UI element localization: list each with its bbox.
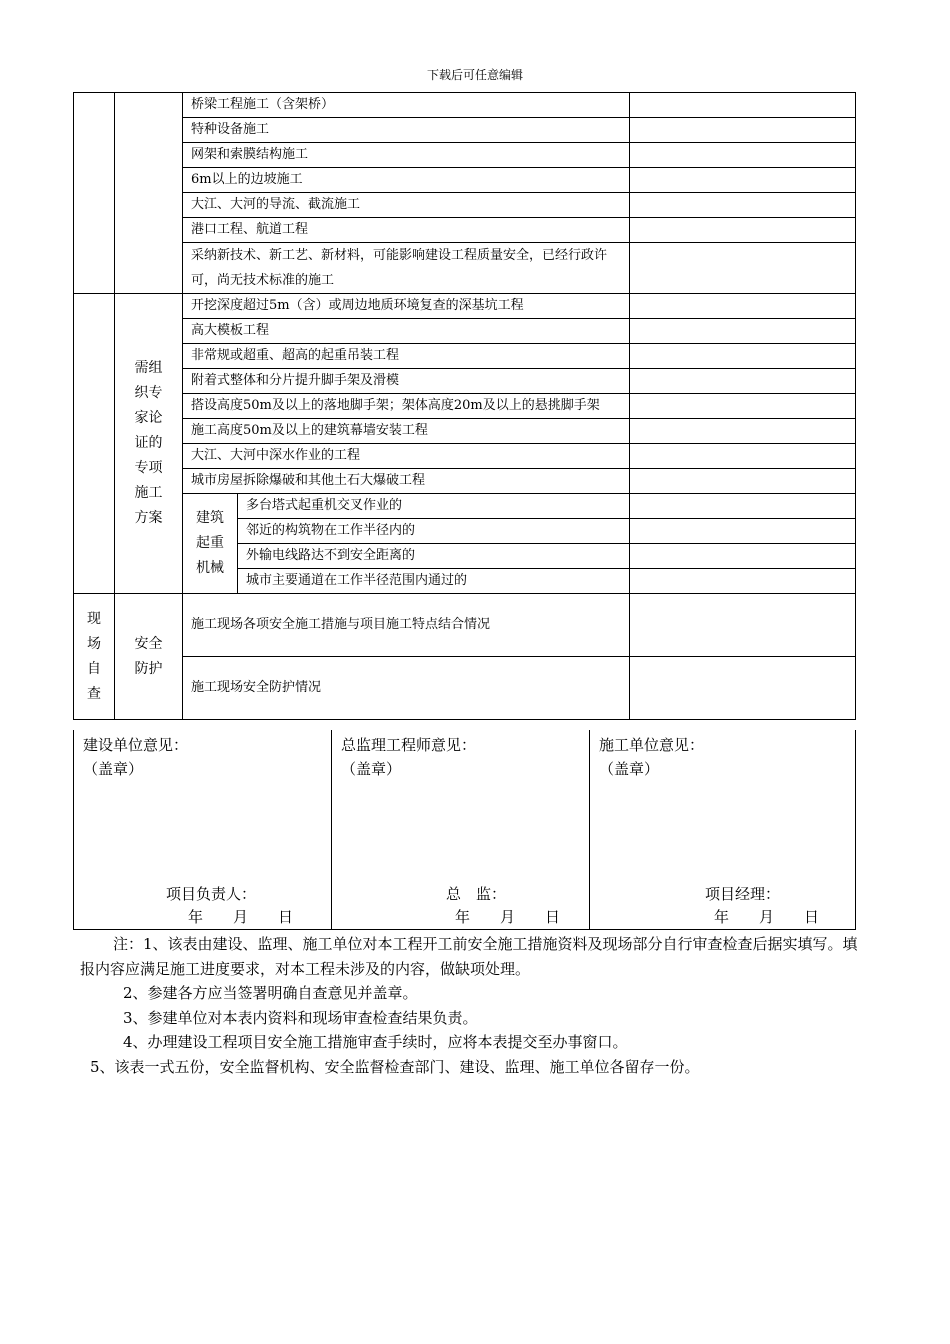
result-cell[interactable] bbox=[630, 369, 856, 394]
table-row bbox=[74, 143, 856, 168]
signer-label: 项目经理： bbox=[705, 885, 781, 903]
table-row bbox=[74, 494, 856, 519]
date-label: 年 月 日 bbox=[188, 908, 294, 926]
table-row bbox=[74, 444, 856, 469]
item-label: 采纳新技术、新工艺、新材料，可能影响建设工程质量安全，已经行政许可，尚无技术标准的施工 bbox=[183, 243, 630, 294]
item-label: 施工现场各项安全施工措施与项目施工特点结合情况 bbox=[183, 594, 630, 657]
result-cell[interactable] bbox=[630, 319, 856, 344]
date-label: 年 月 日 bbox=[714, 908, 820, 926]
note-5: 5、该表一式五份，安全监督机构、安全监督检查部门、建设、监理、施工单位各留存一份。 bbox=[90, 1057, 700, 1076]
seal-label: （盖章） bbox=[341, 760, 402, 778]
table-row bbox=[74, 657, 856, 720]
note-4: 4、办理建设工程项目安全施工措施审查手续时，应将本表提交至办事窗口。 bbox=[123, 1033, 628, 1051]
result-cell[interactable] bbox=[630, 143, 856, 168]
category-cell-empty bbox=[74, 93, 115, 294]
item-label: 大江、大河中深水作业的工程 bbox=[183, 444, 630, 469]
inspection-table bbox=[73, 92, 856, 720]
result-cell[interactable] bbox=[630, 394, 856, 419]
result-cell[interactable] bbox=[630, 294, 856, 319]
note-3: 3、参建单位对本表内资料和现场审查检查结果负责。 bbox=[123, 1008, 478, 1027]
table-row bbox=[74, 118, 856, 143]
signer-label: 项目负责人： bbox=[166, 885, 257, 903]
item-label: 非常规或超重、超高的起重吊装工程 bbox=[183, 344, 630, 369]
item-label: 城市主要通道在工作半径范围内通过的 bbox=[238, 569, 630, 594]
result-cell[interactable] bbox=[630, 344, 856, 369]
table-row bbox=[74, 594, 856, 657]
item-label: 网架和索膜结构施工 bbox=[183, 143, 630, 168]
item-label: 港口工程、航道工程 bbox=[183, 218, 630, 243]
result-cell[interactable] bbox=[630, 657, 856, 720]
note-1: 注：1、该表由建设、监理、施工单位对本工程开工前安全施工措施资料及现场部分自行审查检查后据实填写。填报内容应满足施工进度要求，对本工程未涉及的内容，做缺项处理。 bbox=[80, 935, 858, 978]
signer-label: 总 监： bbox=[446, 885, 507, 903]
table-row bbox=[74, 394, 856, 419]
page-header: 下载后可任意编辑 bbox=[426, 68, 523, 82]
table-row bbox=[74, 294, 856, 319]
item-label: 施工现场安全防护情况 bbox=[183, 657, 630, 720]
table-row bbox=[74, 344, 856, 369]
result-cell[interactable] bbox=[630, 419, 856, 444]
result-cell[interactable] bbox=[630, 444, 856, 469]
result-cell[interactable] bbox=[630, 93, 856, 118]
expert-review-label: 需组织专家论证的专项施工方案 bbox=[115, 294, 183, 594]
signature-title: 建设单位意见： bbox=[83, 736, 189, 754]
result-cell[interactable] bbox=[630, 118, 856, 143]
signature-block-contractor[interactable] bbox=[590, 730, 856, 930]
result-cell[interactable] bbox=[630, 168, 856, 193]
result-cell[interactable] bbox=[630, 594, 856, 657]
note-2: 2、参建各方应当签署明确自查意见并盖章。 bbox=[123, 984, 418, 1002]
table-row bbox=[74, 369, 856, 394]
result-cell[interactable] bbox=[630, 243, 856, 294]
date-label: 年 月 日 bbox=[455, 908, 561, 926]
item-label: 邻近的构筑物在工作半径内的 bbox=[238, 519, 630, 544]
item-label: 城市房屋拆除爆破和其他土石大爆破工程 bbox=[183, 469, 630, 494]
table-row bbox=[74, 193, 856, 218]
notes-section bbox=[80, 932, 865, 1079]
safety-label: 安全防护 bbox=[115, 594, 183, 720]
table-row bbox=[74, 419, 856, 444]
signature-block-supervisor[interactable] bbox=[332, 730, 590, 930]
seal-label: （盖章） bbox=[599, 760, 660, 778]
signature-table bbox=[73, 730, 856, 930]
item-label: 特种设备施工 bbox=[183, 118, 630, 143]
result-cell[interactable] bbox=[630, 218, 856, 243]
category-cell-empty bbox=[74, 294, 115, 594]
result-cell[interactable] bbox=[630, 544, 856, 569]
signature-title: 施工单位意见： bbox=[599, 736, 705, 754]
result-cell[interactable] bbox=[630, 193, 856, 218]
table-row bbox=[74, 319, 856, 344]
item-label: 施工高度50m及以上的建筑幕墙安装工程 bbox=[183, 419, 630, 444]
result-cell[interactable] bbox=[630, 469, 856, 494]
item-label: 多台塔式起重机交叉作业的 bbox=[238, 494, 630, 519]
item-label: 搭设高度50m及以上的落地脚手架；架体高度20m及以上的悬挑脚手架 bbox=[183, 394, 630, 419]
seal-label: （盖章） bbox=[83, 760, 144, 778]
signature-block-construction[interactable] bbox=[74, 730, 332, 930]
signature-title: 总监理工程师意见： bbox=[341, 736, 477, 754]
table-row bbox=[74, 469, 856, 494]
site-check-label: 现场自查 bbox=[74, 594, 115, 720]
table-row bbox=[74, 93, 856, 118]
item-label: 开挖深度超过5m（含）或周边地质环境复查的深基坑工程 bbox=[183, 294, 630, 319]
result-cell[interactable] bbox=[630, 494, 856, 519]
table-row bbox=[74, 168, 856, 193]
item-label: 大江、大河的导流、截流施工 bbox=[183, 193, 630, 218]
item-label: 6m以上的边坡施工 bbox=[183, 168, 630, 193]
item-label: 附着式整体和分片提升脚手架及滑模 bbox=[183, 369, 630, 394]
item-label: 桥梁工程施工（含架桥） bbox=[183, 93, 630, 118]
table-row bbox=[74, 218, 856, 243]
item-label: 外输电线路达不到安全距离的 bbox=[238, 544, 630, 569]
result-cell[interactable] bbox=[630, 519, 856, 544]
result-cell[interactable] bbox=[630, 569, 856, 594]
item-label: 高大模板工程 bbox=[183, 319, 630, 344]
subcategory-cell-empty bbox=[115, 93, 183, 294]
crane-label: 建筑起重机械 bbox=[183, 494, 238, 594]
